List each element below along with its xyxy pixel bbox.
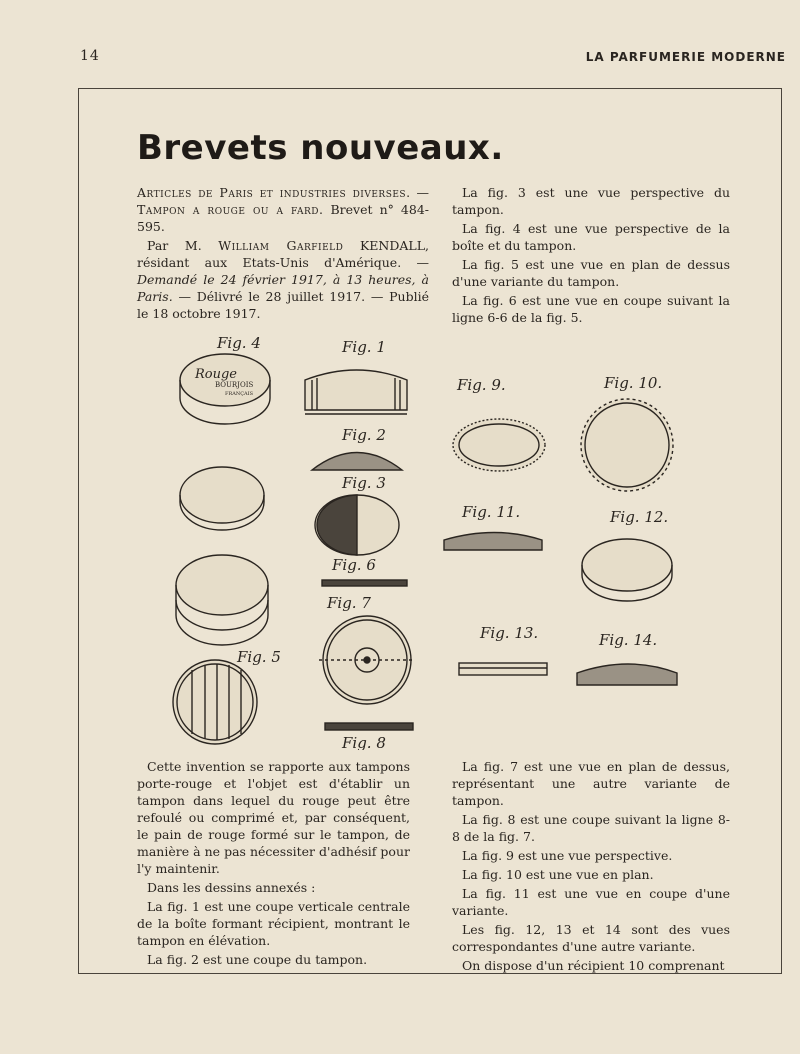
paragraph: La fig. 5 est une vue en plan de dessus d'une variante du tampon. (452, 257, 730, 289)
figure-4 (180, 334, 270, 424)
patent-number: Brevet n° 484-595. (137, 202, 429, 234)
paragraph: Dans les dessins annexés : (147, 880, 316, 895)
paragraph: La fig. 11 est une vue en coupe d'une variante. (452, 886, 730, 918)
box-lid-maker: BOURJOIS (215, 381, 254, 389)
fig-9-label: Fig. 9. (457, 376, 506, 394)
fig-2-label: Fig. 2 (342, 426, 386, 444)
figure-13 (459, 624, 547, 675)
fig-3-label: Fig. 3 (342, 474, 386, 492)
paragraph: La fig. 9 est une vue perspective. (462, 848, 673, 863)
patent-info-column (137, 184, 429, 324)
patent-figures (137, 330, 737, 750)
figure-9 (453, 376, 545, 471)
paragraph: On dispose d'un récipient 10 comprenant (462, 958, 725, 973)
author-residence: résidant aux Etats-Unis d'Amérique. — (137, 255, 429, 270)
paragraph: La fig. 6 est une vue en coupe suivant la ligne 6-6 de la fig. 5. (452, 293, 730, 325)
author-surname: KENDALL, (343, 238, 429, 253)
box-lid-origin: FRANÇAIS (225, 391, 254, 397)
figure-1 (305, 338, 407, 414)
patent-author-paragraph (137, 237, 429, 322)
figure-14 (577, 631, 677, 685)
paragraph: La fig. 8 est une coupe suivant la ligne 8-8 de la fig. 7. (452, 812, 730, 844)
fig-13-label: Fig. 13. (480, 624, 539, 642)
author-first-names: William Garfield (218, 238, 344, 253)
patent-heading-paragraph (137, 184, 429, 235)
figure-6 (322, 556, 407, 586)
filing-date: Demandé le 24 février 1917, à 13 heures, à Paris. (137, 272, 429, 304)
paragraph: La fig. 2 est une coupe du tampon. (147, 952, 368, 967)
figure-ring-stack (176, 555, 268, 645)
patent-name: Tampon a rouge ou a fard. (137, 202, 324, 217)
figure-3 (315, 474, 399, 555)
paragraph: La fig. 10 est une vue en plan. (462, 867, 654, 882)
description-column-right (452, 758, 730, 976)
figure-11 (444, 503, 542, 550)
fig-4-label: Fig. 4 (217, 334, 261, 352)
fig-14-label: Fig. 14. (599, 631, 658, 649)
fig-8-label: Fig. 8 (342, 734, 386, 750)
fig-12-label: Fig. 12. (610, 508, 669, 526)
paragraph: La fig. 3 est une vue perspective du tampon. (452, 185, 730, 217)
fig-6-label: Fig. 6 (332, 556, 376, 574)
fig-11-label: Fig. 11. (462, 503, 521, 521)
figure-7 (319, 594, 415, 704)
dash: — (410, 185, 429, 200)
figure-2 (312, 426, 402, 470)
paragraph: La fig. 1 est une coupe verticale centrale de la boîte formant récipient, montrant le tampon en élévation. (137, 899, 410, 948)
paragraph: La fig. 4 est une vue perspective de la boîte et du tampon. (452, 221, 730, 253)
patent-section: Articles de Paris et industries diverses. (137, 185, 411, 200)
fig-7-label: Fig. 7 (327, 594, 371, 612)
running-head: LA PARFUMERIE MODERNE (585, 50, 786, 64)
figure-5 (173, 648, 281, 744)
paragraph: Les fig. 12, 13 et 14 sont des vues correspondantes d'une autre variante. (452, 922, 730, 954)
author-prefix: Par M. (147, 238, 219, 253)
figure-10 (581, 374, 673, 491)
figures-legend-top (452, 184, 730, 328)
publication-dates: — Délivré le 28 juillet 1917. — Publié le 18 octobre 1917. (137, 289, 429, 321)
box-lid-brand: Rouge (195, 367, 238, 382)
article-title: Brevets nouveaux. (137, 128, 504, 168)
figure-8 (325, 723, 413, 750)
figure-pad-disc (180, 467, 264, 530)
paragraph: Cette invention se rapporte aux tampons porte-rouge et l'objet est d'établir un tampon dans lequel du rouge peut être refoulé ou comprimé et, par conséquent, le pain de rouge formé sur le tampon, de manière à ne pas nécessiter d'adhésif pour l'y maintenir. (137, 759, 410, 876)
figure-12 (582, 508, 672, 601)
fig-10-label: Fig. 10. (604, 374, 663, 392)
page-number: 14 (80, 48, 100, 64)
fig-1-label: Fig. 1 (342, 338, 386, 356)
description-column-left (137, 758, 410, 970)
fig-5-label: Fig. 5 (237, 648, 281, 666)
paragraph: La fig. 7 est une vue en plan de dessus, représentant une autre variante de tampon. (452, 759, 730, 808)
